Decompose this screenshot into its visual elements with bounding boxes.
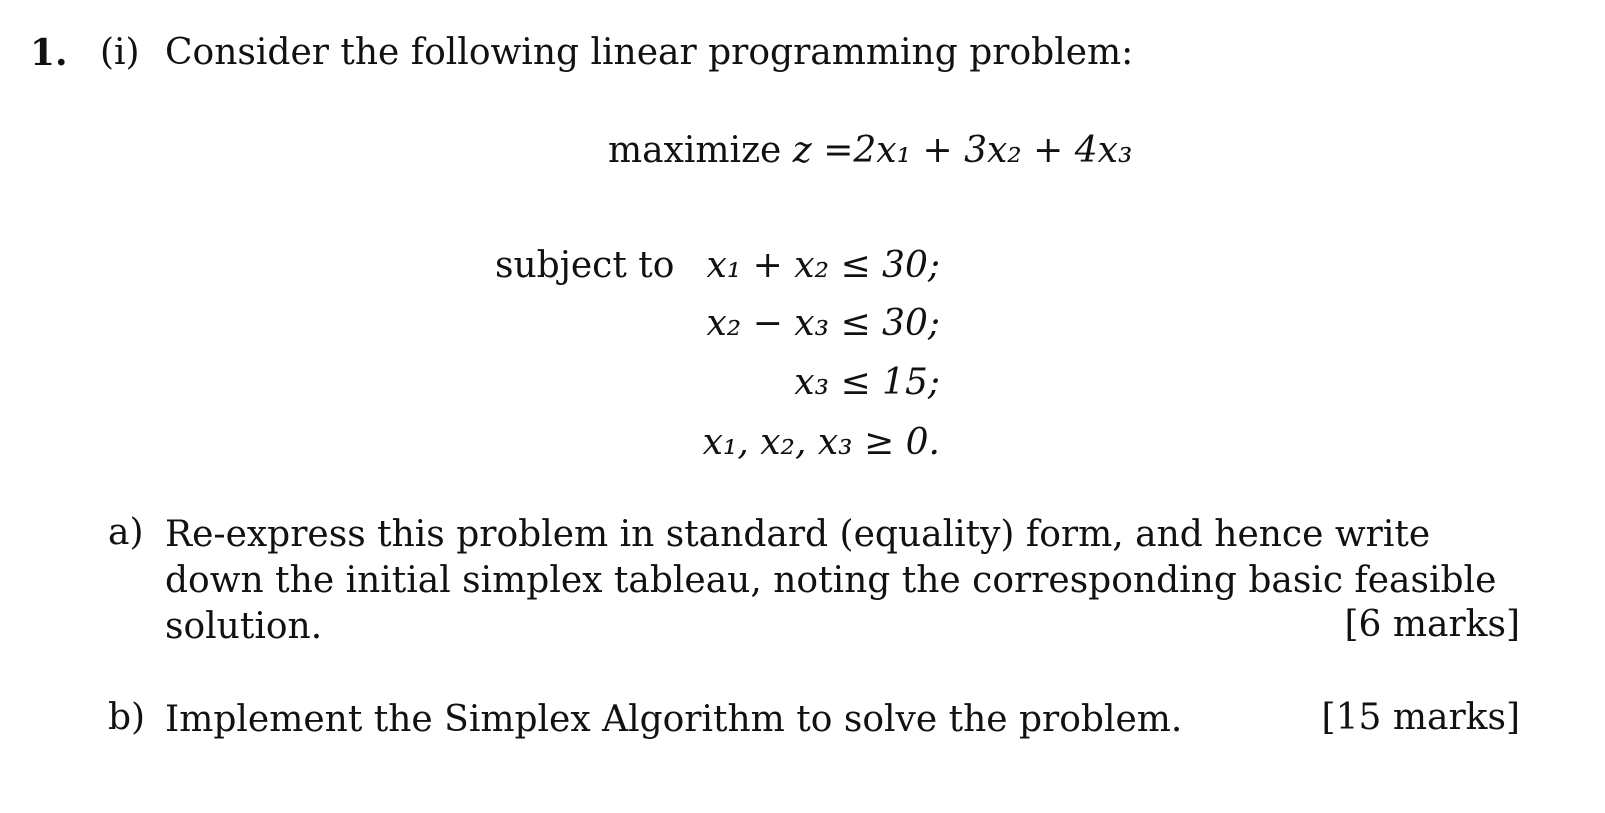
item-b-marks: [15 marks]: [1321, 697, 1520, 738]
question-intro: Consider the following linear programming problem:: [165, 32, 1134, 73]
objective-var: z: [792, 130, 812, 171]
constraint-2: x₂ − x₃ ≤ 30;: [706, 303, 940, 344]
item-b-text: Implement the Simplex Algorithm to solve the problem.: [165, 699, 1183, 740]
objective-keyword: maximize: [608, 130, 782, 171]
question-part: (i): [100, 32, 140, 73]
item-a-label: a): [108, 512, 144, 553]
objective-rhs: =2x₁ + 3x₂ + 4x₃: [823, 130, 1133, 171]
constraint-1: x₁ + x₂ ≤ 30;: [706, 245, 940, 286]
question-number: 1.: [30, 32, 68, 74]
constraint-nonnegativity: x₁, x₂, x₃ ≥ 0.: [702, 422, 940, 463]
objective-function: [608, 130, 1132, 171]
subject-to-label: subject to: [495, 245, 675, 286]
item-b-label: b): [108, 697, 146, 738]
constraint-3: x₃ ≤ 15;: [794, 362, 940, 403]
item-a-text: Re-express this problem in standard (equality) form, and hence write down the initial simplex tableau, noting the corresponding basic feasible solution.: [165, 514, 1497, 647]
item-a-marks: [6 marks]: [1344, 604, 1520, 645]
